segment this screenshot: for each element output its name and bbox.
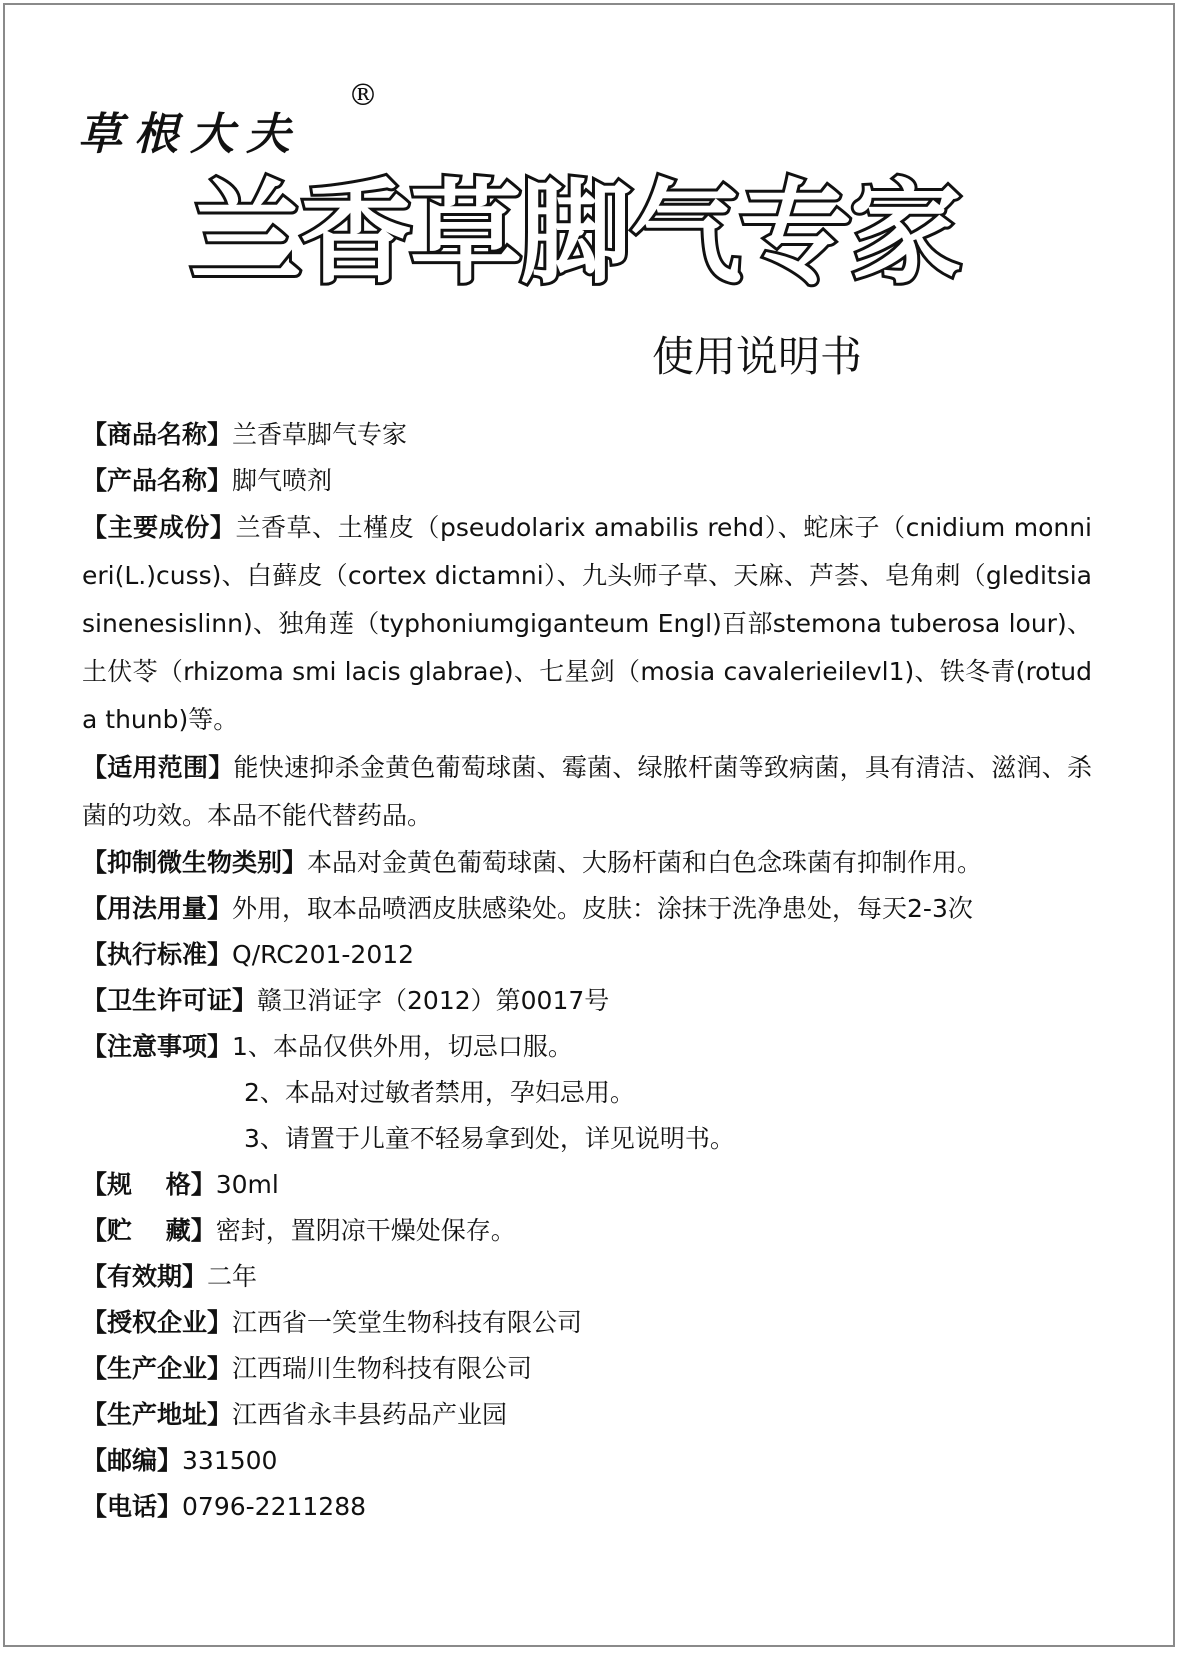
brand-logo (78, 78, 378, 162)
field-notes (82, 1024, 1092, 1070)
field-label: 【产品名称】 (82, 466, 233, 495)
field-value: 江西瑞川生物科技有限公司 (232, 1354, 533, 1383)
field-value: 0796-2211288 (182, 1492, 366, 1521)
registered-mark: ® (348, 78, 378, 113)
field-label: 【生产企业】 (82, 1354, 233, 1383)
field-value: 本品对金黄色葡萄球菌、大肠杆菌和白色念珠菌有抑制作用。 (307, 848, 983, 877)
field-label: 【有效期】 (82, 1262, 208, 1291)
field-phone (82, 1484, 1092, 1530)
brand-name: 草根大夫 (78, 109, 302, 160)
field-spec (82, 1162, 1092, 1208)
instruction-content (82, 412, 1092, 1530)
field-value: 密封，置阴凉干燥处保存。 (215, 1216, 516, 1245)
product-title: 兰香草脚气专家 (190, 169, 960, 299)
field-label: 【注意事项】 (82, 1032, 233, 1061)
field-label: 【适用范围】 (82, 753, 234, 782)
field-address (82, 1392, 1092, 1438)
field-shelf-life (82, 1254, 1092, 1300)
field-label: 【用法用量】 (82, 894, 233, 923)
field-label: 【邮编】 (82, 1446, 183, 1475)
field-label: 【主要成份】 (82, 513, 236, 542)
field-value: 江西省一笑堂生物科技有限公司 (232, 1308, 583, 1337)
field-label: 【电话】 (82, 1492, 183, 1521)
field-value: 脚气喷剂 (232, 466, 333, 495)
field-value: 能快速抑杀金黄色葡萄球菌、霉菌、绿脓杆菌等致病菌，具有清洁、滋润、杀菌的功效。本品不能代替药品。 (82, 753, 1092, 830)
field-microbes (82, 840, 1092, 886)
field-authorized (82, 1300, 1092, 1346)
field-value: 外用，取本品喷洒皮肤感染处。皮肤：涂抹于洗净患处，每天2-3次 (232, 894, 973, 923)
field-value: 江西省永丰县药品产业园 (232, 1400, 508, 1429)
field-standard (82, 932, 1092, 978)
field-value: 赣卫消证字（2012）第0017号 (257, 986, 610, 1015)
field-value: 二年 (207, 1262, 258, 1291)
field-label: 【商品名称】 (82, 420, 233, 449)
field-usage (82, 886, 1092, 932)
field-value: 兰香草脚气专家 (232, 420, 408, 449)
note-item-3: 3、请置于儿童不轻易拿到处，详见说明书。 (244, 1124, 735, 1153)
field-label: 【抑制微生物类别】 (82, 848, 308, 877)
field-label: 【规 格】 (82, 1170, 216, 1199)
field-scope (82, 744, 1092, 840)
field-ingredients (82, 504, 1092, 744)
field-value: 30ml (215, 1170, 279, 1199)
field-value: 兰香草、土槿皮（pseudolarix amabilis rehd）、蛇床子（cnidium monnieri(L.)cuss)、白藓皮（cortex dictamni）、九头师子草、天麻、芦荟、皂角刺（gleditsiasinenesislinn)、独角莲（typhoniumgiganteum Engl)百部stemona tuberosa lour)、土伏苓（rhizoma smi lacis glabrae)、七星剑（mosia cavalerieilevl1)、铁冬青(rotuda thunb)等。 (82, 513, 1092, 734)
field-postcode (82, 1438, 1092, 1484)
field-label: 【执行标准】 (82, 940, 233, 969)
note-item-1: 1、本品仅供外用，切忌口服。 (232, 1032, 573, 1061)
field-label: 【卫生许可证】 (82, 986, 258, 1015)
field-license (82, 978, 1092, 1024)
field-value: Q/RC201-2012 (232, 940, 415, 969)
field-label: 【授权企业】 (82, 1308, 233, 1337)
field-manufacturer (82, 1346, 1092, 1392)
field-item-name (82, 458, 1092, 504)
note-item-2: 2、本品对过敏者禁用，孕妇忌用。 (244, 1078, 635, 1107)
field-product-name (82, 412, 1092, 458)
field-storage (82, 1208, 1092, 1254)
field-label: 【贮 藏】 (82, 1216, 216, 1245)
document-subtitle: 使用说明书 (652, 332, 863, 381)
field-label: 【生产地址】 (82, 1400, 233, 1429)
field-value: 331500 (182, 1446, 278, 1475)
